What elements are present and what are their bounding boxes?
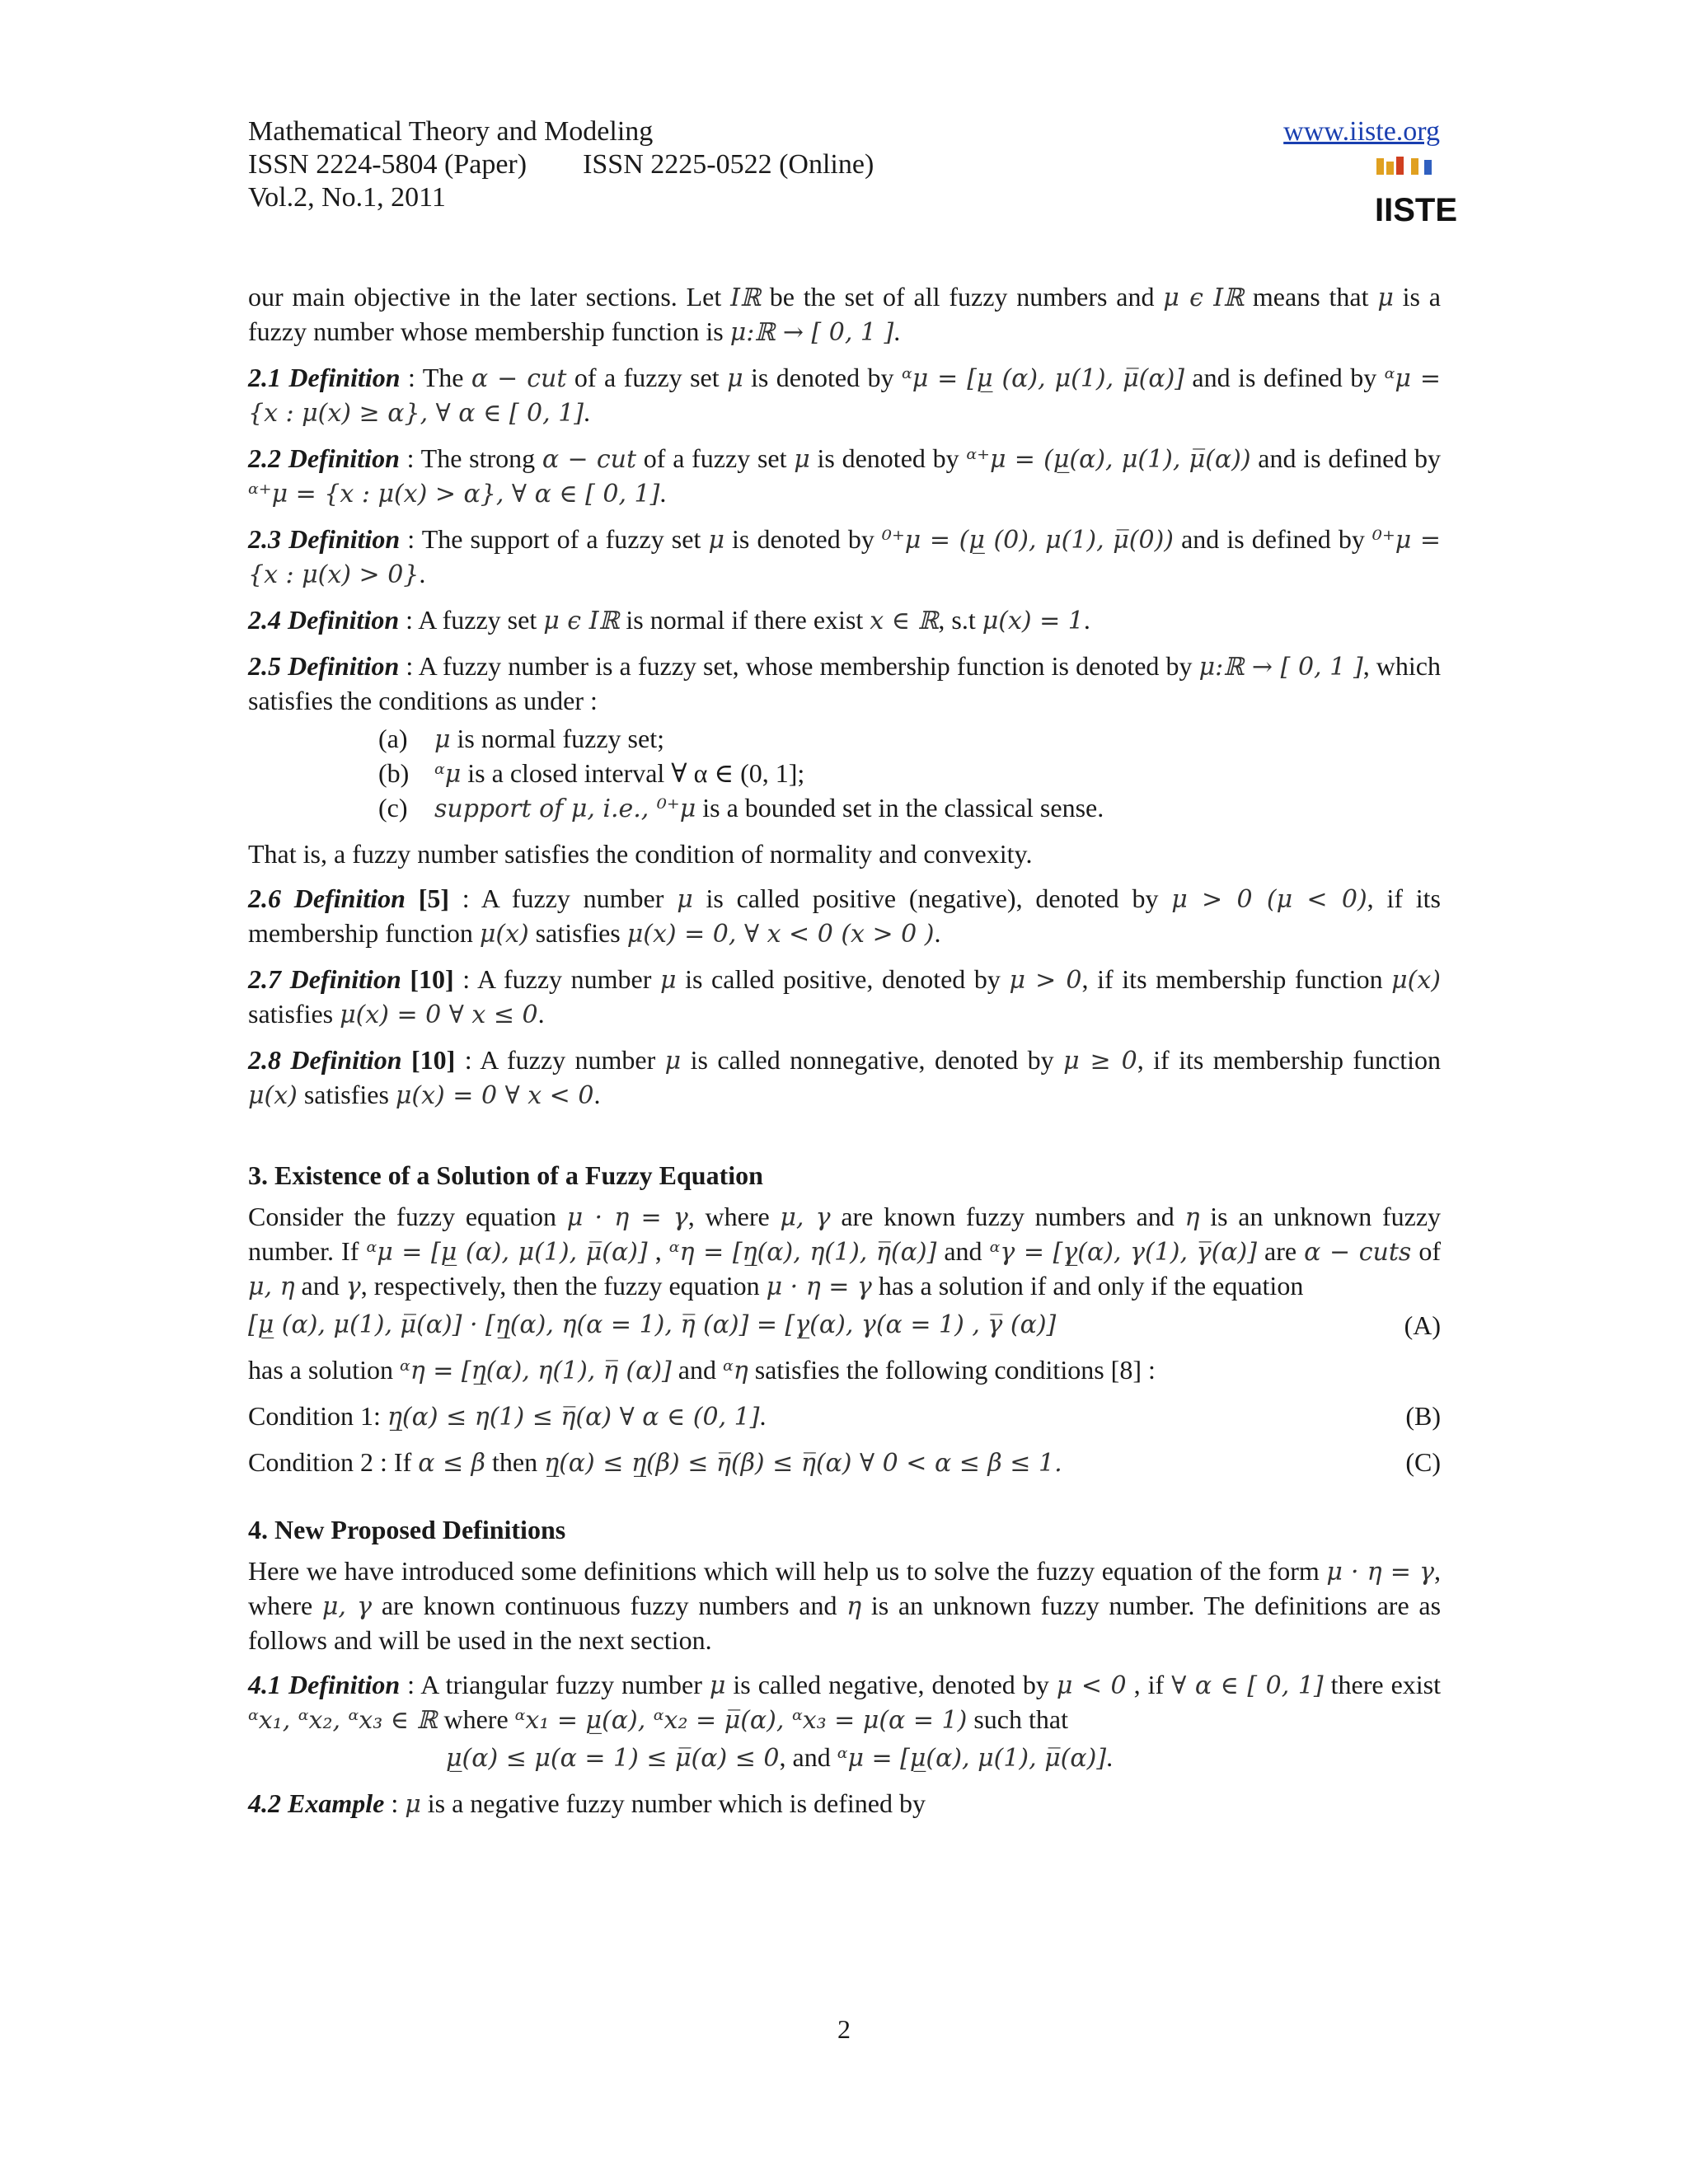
equation-tag: (C) bbox=[1405, 1447, 1441, 1477]
issn-paper: ISSN 2224-5804 (Paper) bbox=[248, 149, 528, 180]
journal-url-link[interactable]: www.iiste.org bbox=[1283, 116, 1440, 147]
issn-line bbox=[248, 148, 874, 181]
equation-tag: (B) bbox=[1405, 1401, 1441, 1431]
equation-tag: (A) bbox=[1404, 1310, 1441, 1340]
condition-b: Condition 1: η̲(α) ≤ η(1) ≤ η̅(α) ∀ α ∈ (0, 1]. (B) bbox=[248, 1399, 1441, 1434]
list-item: (a) μ is normal fuzzy set; bbox=[378, 724, 664, 754]
section-4-heading: 4. New Proposed Definitions bbox=[248, 1515, 566, 1544]
journal-header bbox=[248, 115, 874, 214]
definition-2-3: 2.3 Definition : The support of a fuzzy set μ is denoted by ⁰⁺μ = (μ̲ (0), μ(1), μ̅(0)) and is defined by ⁰⁺μ = {x : μ(x) > 0}. bbox=[248, 524, 1442, 589]
definition-2-8: 2.8 Definition [10] : A fuzzy number μ is called nonnegative, denoted by μ ≥ 0, if its membership function μ(x) satisfies μ(x) = 0 ∀ x < 0. bbox=[248, 1045, 1442, 1110]
page-body bbox=[248, 280, 1441, 1833]
definition-2-2: 2.2 Definition : The strong α − cut of a fuzzy set μ is denoted by ᵅ⁺μ = (μ̲(α), μ(1), μ̅(α)) and is defined by ᵅ⁺μ = {x : μ(x) > α}, ∀ α ∈ [ 0, 1]. bbox=[248, 443, 1442, 509]
definition-4-1-condition: μ̲(α) ≤ μ(α = 1) ≤ μ̅(α) ≤ 0, and ᵅμ = [μ̲(α), μ(1), μ̅(α)]. bbox=[446, 1742, 1114, 1773]
journal-title: Mathematical Theory and Modeling bbox=[248, 116, 654, 147]
iiste-logo bbox=[1375, 155, 1458, 228]
intro-paragraph: our main objective in the later sections. Let Iℝ be the set of all fuzzy numbers and μ ϵ Iℝ means that μ is a fuzzy number whose membership function is μ:ℝ → [ 0, 1 ]. bbox=[248, 282, 1442, 347]
definition-2-5: 2.5 Definition : A fuzzy number is a fuzzy set, whose membership function is denoted by μ:ℝ → [ 0, 1 ], which satisfies the conditions as under : bbox=[248, 651, 1442, 715]
example-4-2: 4.2 Example : μ is a negative fuzzy number which is defined by bbox=[248, 1788, 926, 1819]
section-4-paragraph: Here we have introduced some definitions which will help us to solve the fuzzy equation of the form μ · η = γ, where μ, γ are known continuous fuzzy numbers and η is an unknown fuzzy number. The definitions are as follows and will be used in the next section. bbox=[248, 1556, 1442, 1655]
solution-conditions-intro: has a solution ᵅη = [η̲(α), η(1), η̅ (α)] and ᵅη satisfies the following conditions [8] : bbox=[248, 1355, 1156, 1385]
issn-online: ISSN 2225-0522 (Online) bbox=[583, 149, 874, 180]
definition-2-7: 2.7 Definition [10] : A fuzzy number μ is called positive, denoted by μ > 0, if its membership function μ(x) satisfies μ(x) = 0 ∀ x ≤ 0. bbox=[248, 964, 1441, 1029]
definition-2-1: 2.1 Definition : The α − cut of a fuzzy set μ is denoted by ᵅμ = [μ̲ (α), μ(1), μ̅(α)] and is defined by ᵅμ = {x : μ(x) ≥ α}, ∀ α ∈ [ 0, 1]. bbox=[248, 363, 1442, 428]
list-item: (b) ᵅμ is a closed interval ∀ α ∈ (0, 1]; bbox=[378, 758, 805, 789]
definition-4-1: 4.1 Definition : A triangular fuzzy number μ is called negative, denoted by μ < 0 , if ∀ α ∈ [ 0, 1] there exist ᵅx₁, ᵅx₂, ᵅx₃ ∈ ℝ where ᵅx₁ = μ̲(α), ᵅx₂ = μ̅(α), ᵅx₃ = μ(α = 1) such that bbox=[248, 1670, 1442, 1735]
definition-2-6: 2.6 Definition [5] : A fuzzy number μ is called positive (negative), denoted by μ > 0 (μ < 0), if its membership function μ(x) satisfies μ(x) = 0, ∀ x < 0 (x > 0 ). bbox=[248, 883, 1441, 949]
normality-note: That is, a fuzzy number satisfies the condition of normality and convexity. bbox=[248, 839, 1033, 869]
list-item: (c) support of μ, i.e., ⁰⁺μ is a bounded set in the classical sense. bbox=[378, 793, 1104, 823]
section-3-heading: 3. Existence of a Solution of a Fuzzy Equation bbox=[248, 1160, 763, 1190]
section-3-paragraph: Consider the fuzzy equation μ · η = γ, where μ, γ are known fuzzy numbers and η is an unknown fuzzy number. If ᵅμ = [μ̲ (α), μ(1), μ̅(α)] , ᵅη = [η̲(α), η(1), η̅(α)] and ᵅγ = [γ̲(α), γ(1), γ̅(α)] are α − cuts of μ, η and γ, respectively, then the fuzzy equation μ · η = γ has a solution if and only if the equation bbox=[248, 1202, 1442, 1301]
definition-2-4: 2.4 Definition : A fuzzy set μ ϵ Iℝ is normal if there exist x ∈ ℝ, s.t μ(x) = 1. bbox=[248, 605, 1090, 635]
volume-line: Vol.2, No.1, 2011 bbox=[248, 182, 446, 213]
equation-a: [μ̲ (α), μ(1), μ̅(α)] · [η̲(α), η(α = 1), η̅ (α)] = [γ̲(α), γ(α = 1) , γ̅ (α)] (A) bbox=[248, 1310, 1441, 1340]
page-number: 2 bbox=[837, 2014, 851, 2044]
svg-text:IISTE: IISTE bbox=[1375, 192, 1458, 228]
condition-c: Condition 2 : If α ≤ β then η̲(α) ≤ η̲(β) ≤ η̅(β) ≤ η̅(α) ∀ 0 < α ≤ β ≤ 1. (C) bbox=[248, 1446, 1441, 1480]
definition-2-5-conditions bbox=[378, 722, 1441, 826]
